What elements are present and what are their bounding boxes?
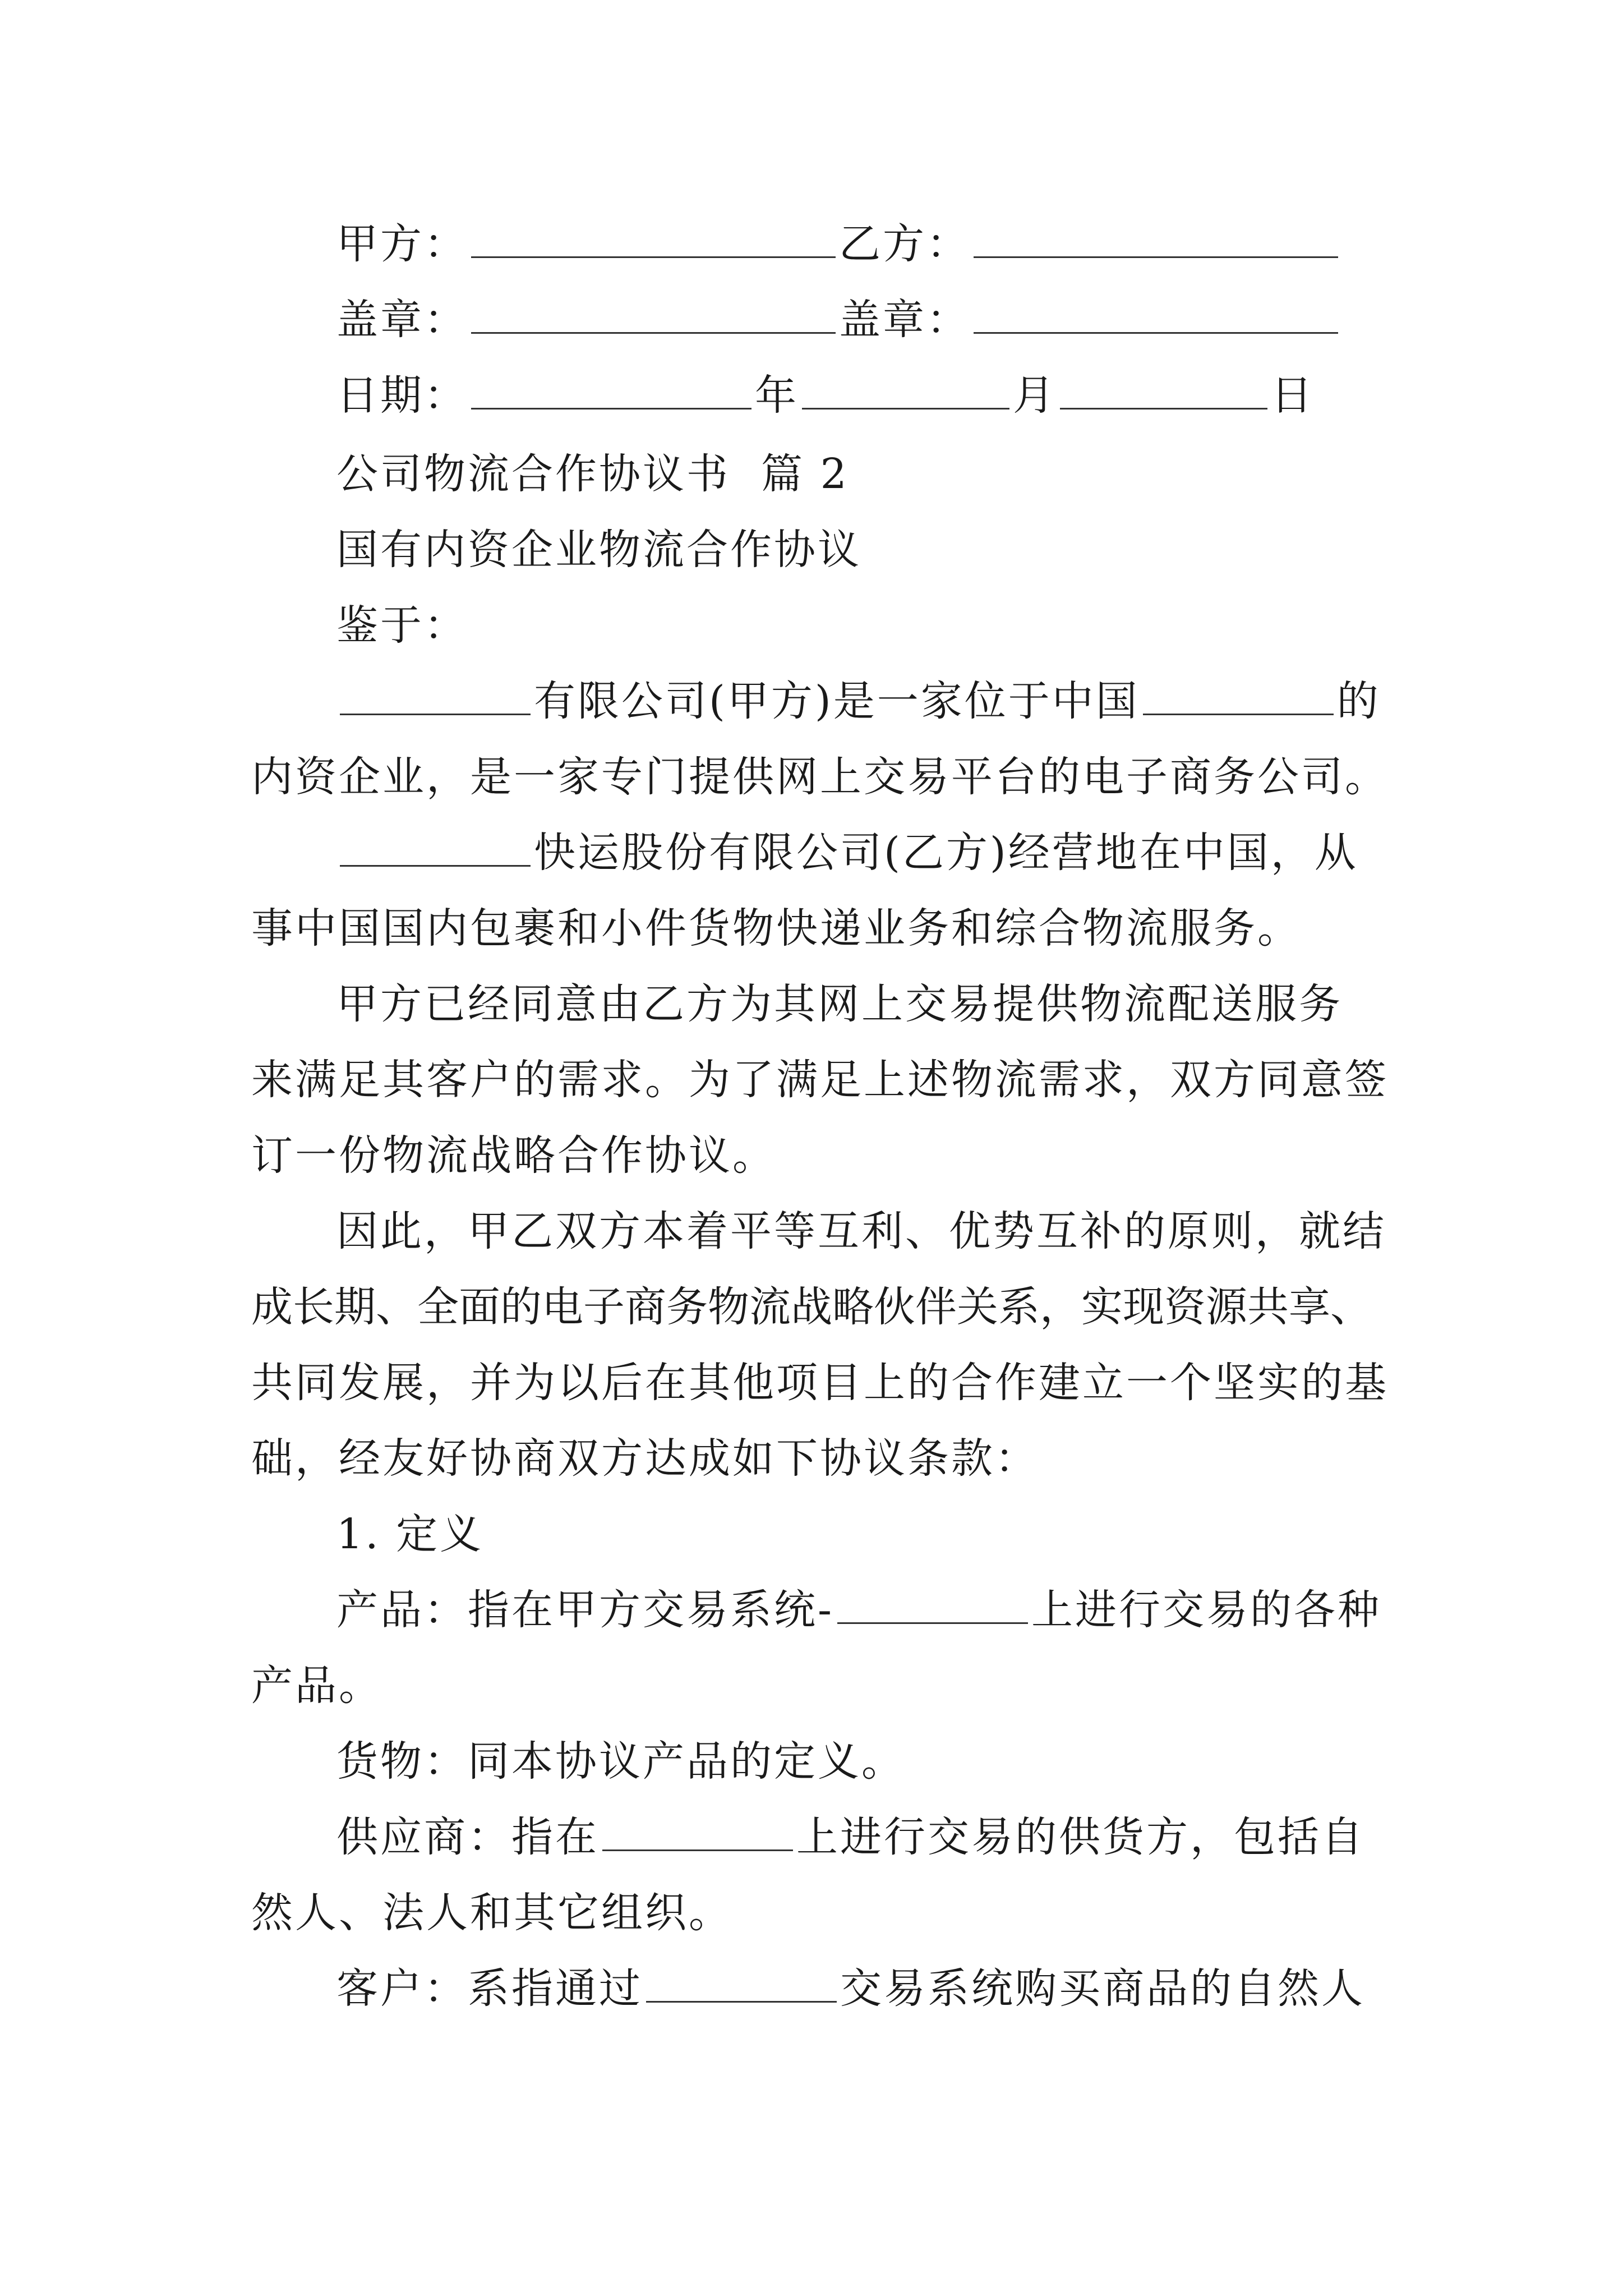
party-a-label: 甲方：	[336, 220, 468, 268]
whereas-heading: 鉴于：	[336, 601, 468, 650]
seal-b-blank	[974, 297, 1338, 334]
paragraph-line: 共同发展，并为以后在其他项目上的合作建立一个坚实的基	[251, 1359, 1389, 1407]
paragraph-line: 订一份物流战略合作协议。	[251, 1131, 776, 1180]
seal-a-blank	[471, 297, 836, 334]
paragraph-text: 快运股份有限公司(乙方)经营地在中国，从	[534, 829, 1358, 877]
signature-row-date	[336, 365, 1464, 426]
seal-a-label: 盖章：	[336, 296, 468, 344]
definitions-heading: 1. 定义	[336, 1510, 484, 1558]
paragraph-line: 来满足其客户的需求。为了满足上述物流需求，双方同意签	[251, 1056, 1389, 1104]
day-label: 日	[1271, 371, 1315, 420]
paragraph-line: 产品。	[251, 1662, 382, 1710]
paragraph-line: 成长期、全面的电子商务物流战略伙伴关系，实现资源共享、	[251, 1283, 1372, 1331]
company-b-blank	[340, 830, 531, 867]
day-blank	[1060, 373, 1267, 409]
platform-blank	[602, 1815, 793, 1851]
paragraph-text: 客户：系指通过	[336, 1964, 643, 2013]
party-b-label: 乙方：	[839, 220, 970, 268]
paragraph-text: 有限公司(甲方)是一家位于中国	[534, 677, 1140, 725]
signature-row-parties	[336, 213, 1464, 275]
month-blank	[802, 373, 1009, 409]
location-blank	[1143, 679, 1334, 715]
seal-b-label: 盖章：	[839, 296, 970, 344]
paragraph-line: 事中国国内包裹和小件货物快递业务和综合物流服务。	[251, 904, 1301, 953]
paragraph-line: 然人、法人和其它组织。	[251, 1889, 732, 1937]
paragraph-line	[336, 822, 1464, 884]
paragraph-line: 甲方已经同意由乙方为其网上交易提供物流配送服务	[336, 980, 1343, 1028]
paragraph-text: 交易系统购买商品的自然人	[840, 1964, 1365, 2013]
company-a-blank	[340, 679, 531, 715]
signature-row-seals	[336, 289, 1464, 351]
paragraph-text: 上进行交易的各种	[1031, 1586, 1382, 1634]
section-heading: 公司物流合作协议书 篇 2	[336, 450, 849, 498]
year-blank	[471, 373, 751, 409]
definition-goods: 货物：同本协议产品的定义。	[336, 1737, 905, 1786]
paragraph-text: 上进行交易的供货方，包括自	[796, 1813, 1365, 1861]
agreement-title: 国有内资企业物流合作协议	[336, 526, 861, 574]
paragraph-line: 内资企业，是一家专门提供网上交易平台的电子商务公司。	[251, 753, 1389, 801]
paragraph-line: 因此，甲乙双方本着平等互利、优势互补的原则，就结	[336, 1207, 1386, 1255]
year-label: 年	[755, 371, 799, 420]
date-label: 日期：	[336, 371, 468, 420]
paragraph-text: 产品：指在甲方交易系统-	[336, 1586, 834, 1634]
month-label: 月	[1013, 371, 1057, 420]
paragraph-text: 供应商：指在	[336, 1813, 599, 1861]
paragraph-text: 的	[1336, 677, 1381, 725]
system-blank	[837, 1588, 1028, 1624]
party-a-blank	[471, 222, 836, 258]
definition-supplier	[336, 1806, 1464, 1868]
paragraph-line: 础，经友好协商双方达成如下协议条款：	[251, 1434, 1039, 1483]
definition-product	[336, 1579, 1464, 1641]
paragraph-line	[336, 670, 1464, 732]
party-b-blank	[974, 222, 1338, 258]
trading-system-blank	[646, 1966, 837, 2003]
definition-customer	[336, 1958, 1464, 2019]
